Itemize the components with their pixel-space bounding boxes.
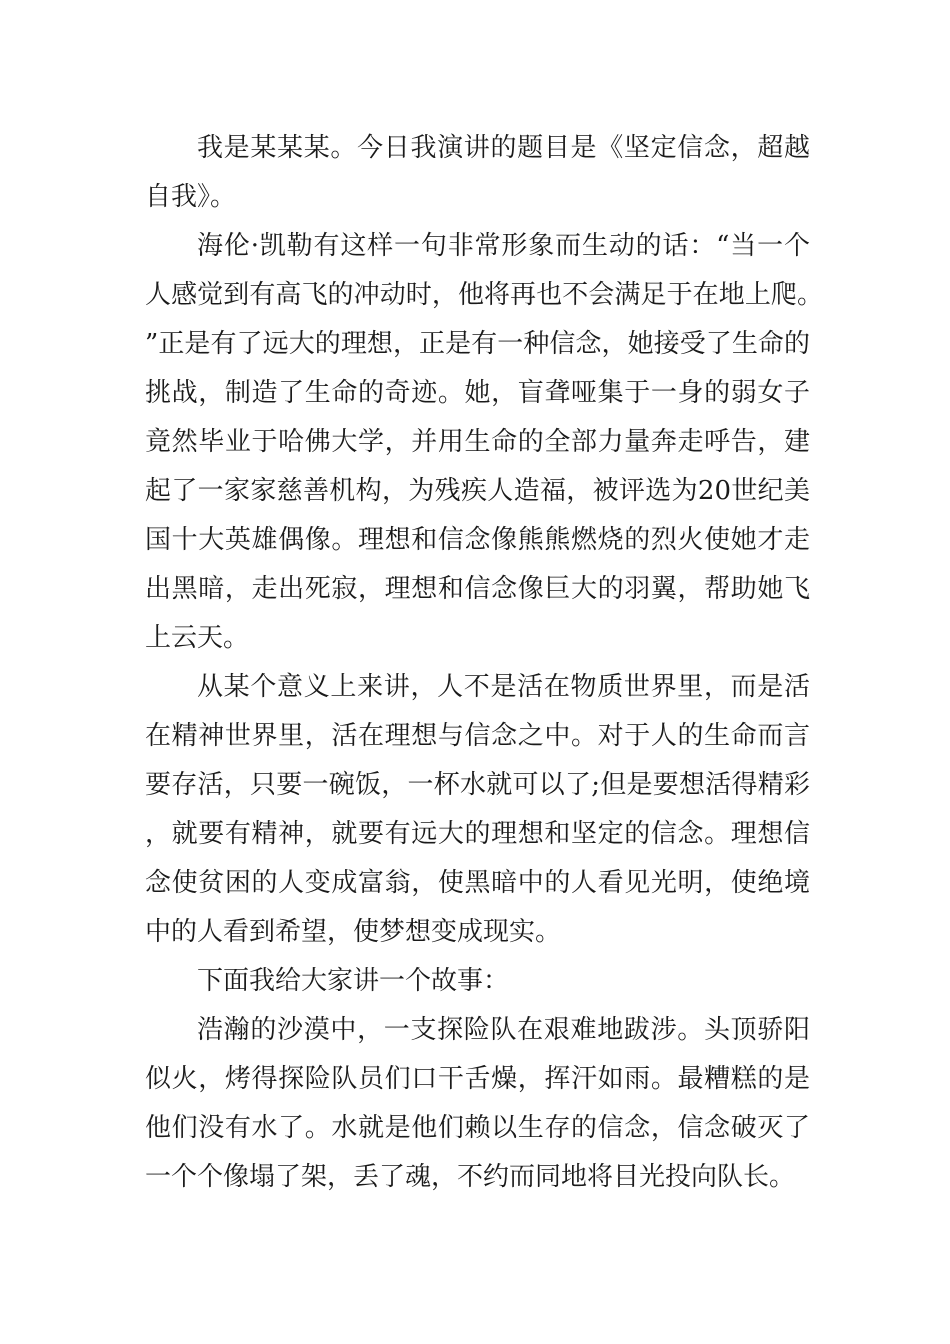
paragraph-3: 从某个意义上来讲，人不是活在物质世界里，而是活在精神世界里，活在理想与信念之中。对于人的生命而言要存活，只要一碗饭，一杯水就可以了;但是要想活得精彩，就要有精神，就要有远大的理想和坚定的信念。理想信念使贫困的人变成富翁，使黑暗中的人看见光明，使绝境中的人看到希望，使梦想变成现实。 bbox=[145, 672, 810, 947]
paragraph-2: 海伦·凯勒有这样一句非常形象而生动的话：“当一个人感觉到有高飞的冲动时，他将再也不会满足于在地上爬。”正是有了远大的理想，正是有一种信念，她接受了生命的挑战，制造了生命的奇迹。她，盲聋哑集于一身的弱女子竟然毕业于哈佛大学，并用生命的全部力量奔走呼告，建起了一家家慈善机构，为残疾人造福，被评选为20世纪美国十大英雄偶像。理想和信念像熊熊燃烧的烈火使她才走出黑暗，走出死寂，理想和信念像巨大的羽翼，帮助她飞上云天。 bbox=[145, 231, 810, 653]
document-body bbox=[145, 124, 810, 1202]
paragraph-5: 浩瀚的沙漠中，一支探险队在艰难地跋涉。头顶骄阳似火，烤得探险队员们口干舌燥，挥汗如雨。最糟糕的是他们没有水了。水就是他们赖以生存的信念，信念破灭了一个个像塌了架，丢了魂，不约而同地将目光投向队长。 bbox=[145, 1015, 810, 1192]
paragraph-1: 我是某某某。今日我演讲的题目是《坚定信念，超越自我》。 bbox=[145, 133, 810, 212]
paragraph-4: 下面我给大家讲一个故事： bbox=[197, 966, 510, 996]
